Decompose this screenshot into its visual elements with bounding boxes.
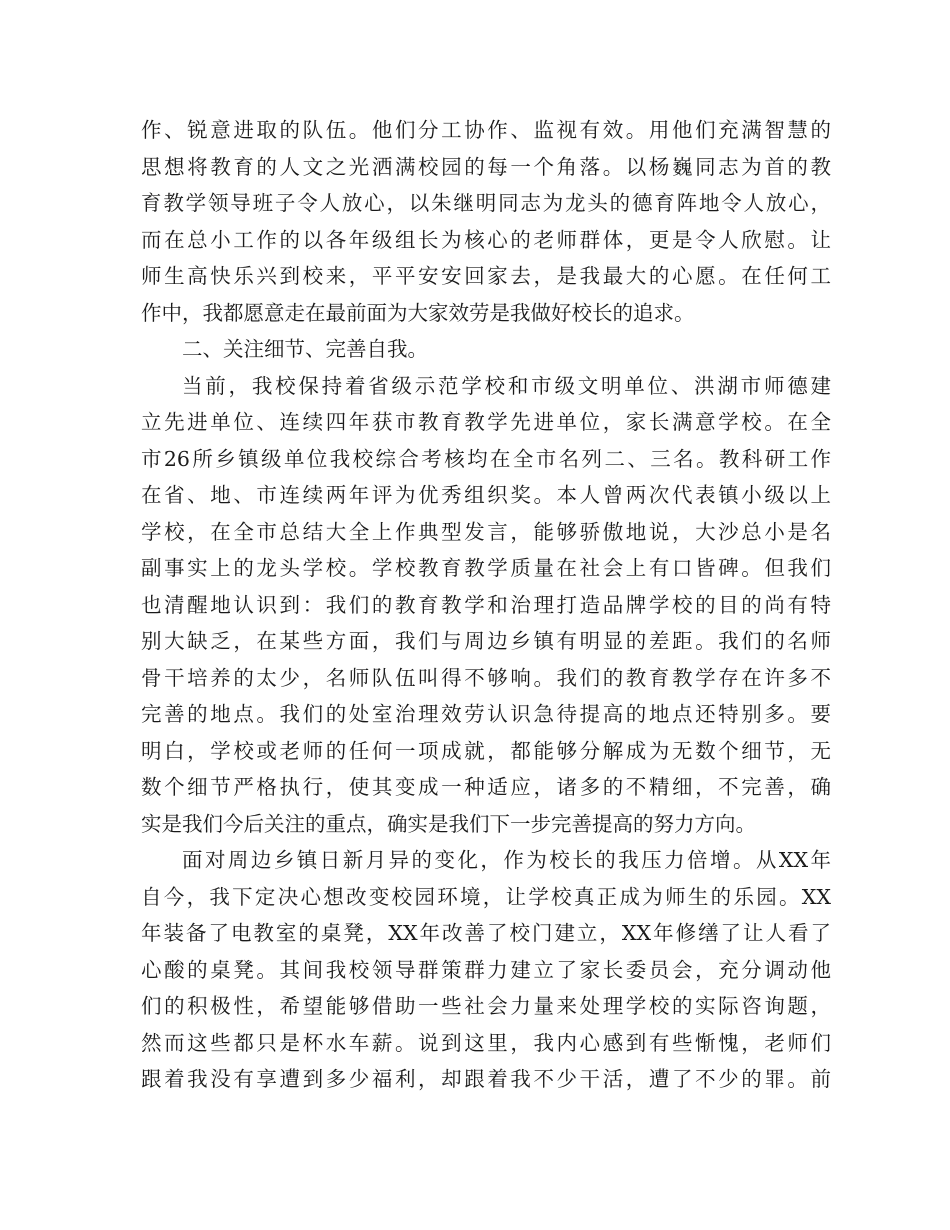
text-line: 市26所乡镇级单位我校综合考核均在全市名列二、三名。教科研工作 xyxy=(141,446,831,471)
text-line: 而在总小工作的以各年级组长为核心的老师群体，更是令人欣慰。让 xyxy=(141,227,831,252)
text-line: 明白，学校或老师的任何一项成就，都能够分解成为无数个细节，无 xyxy=(141,738,831,763)
text-line: 作中，我都愿意走在最前面为大家效劳是我做好校长的追求。 xyxy=(141,300,695,325)
text-line: 别大缺乏，在某些方面，我们与周边乡镇有明显的差距。我们的名师 xyxy=(141,629,831,653)
text-line: 面对周边乡镇日新月异的变化，作为校长的我压力倍增。从XX年 xyxy=(182,848,831,872)
text-line: 实是我们今后关注的重点，确实是我们下一步完善提高的努力方向。 xyxy=(141,811,756,836)
text-line: 思想将教育的人文之光洒满校园的每一个角落。以杨巍同志为首的教 xyxy=(141,154,831,179)
text-line: 当前，我校保持着省级示范学校和市级文明单位、洪湖市师德建 xyxy=(182,373,831,398)
text-line: 师生高快乐兴到校来，平平安安回家去，是我最大的心愿。在任何工 xyxy=(141,264,831,288)
text-line: 也清醒地认识到：我们的教育教学和治理打造品牌学校的目的尚有特 xyxy=(141,592,831,617)
text-line: 副事实上的龙头学校。学校教育教学质量在社会上有口皆碑。但我们 xyxy=(141,556,831,580)
text-line: 在省、地、市连续两年评为优秀组织奖。本人曾两次代表镇小级以上 xyxy=(141,483,831,507)
text-line: 数个细节严格执行，使其变成一种适应，诸多的不精细，不完善，确 xyxy=(141,775,831,799)
text-line: 自今，我下定决心想改变校园环境，让学校真正成为师生的乐园。XX xyxy=(141,884,831,909)
text-line: 立先进单位、连续四年获市教育教学先进单位，家长满意学校。在全 xyxy=(141,410,831,434)
text-line: 完善的地点。我们的处室治理效劳认识急待提高的地点还特别多。要 xyxy=(141,702,831,726)
section-heading: 二、关注细节、完善自我。 xyxy=(182,337,428,361)
text-line: 跟着我没有享遭到多少福利，却跟着我不少干活，遭了不少的罪。前 xyxy=(141,1067,831,1091)
text-line: 作、锐意进取的队伍。他们分工协作、监视有效。用他们充满智慧的 xyxy=(141,118,831,142)
text-line: 育教学领导班子令人放心，以朱继明同志为龙头的德育阵地令人放心， xyxy=(141,191,831,215)
text-line: 学校，在全市总结大全上作典型发言，能够骄傲地说，大沙总小是名 xyxy=(141,519,831,544)
text-line: 心酸的桌凳。其间我校领导群策群力建立了家长委员会，充分调动他 xyxy=(141,957,831,982)
text-line: 们的积极性，希望能够借助一些社会力量来处理学校的实际咨询题， xyxy=(141,994,831,1018)
text-line: 年装备了电教室的桌凳，XX年改善了校门建立，XX年修缮了让人看了 xyxy=(141,921,831,945)
text-line: 骨干培养的太少，名师队伍叫得不够响。我们的教育教学存在许多不 xyxy=(141,665,831,690)
body-text xyxy=(141,112,831,1098)
text-line: 然而这些都只是杯水车薪。说到这里，我内心感到有些惭愧，老师们 xyxy=(141,1030,831,1055)
